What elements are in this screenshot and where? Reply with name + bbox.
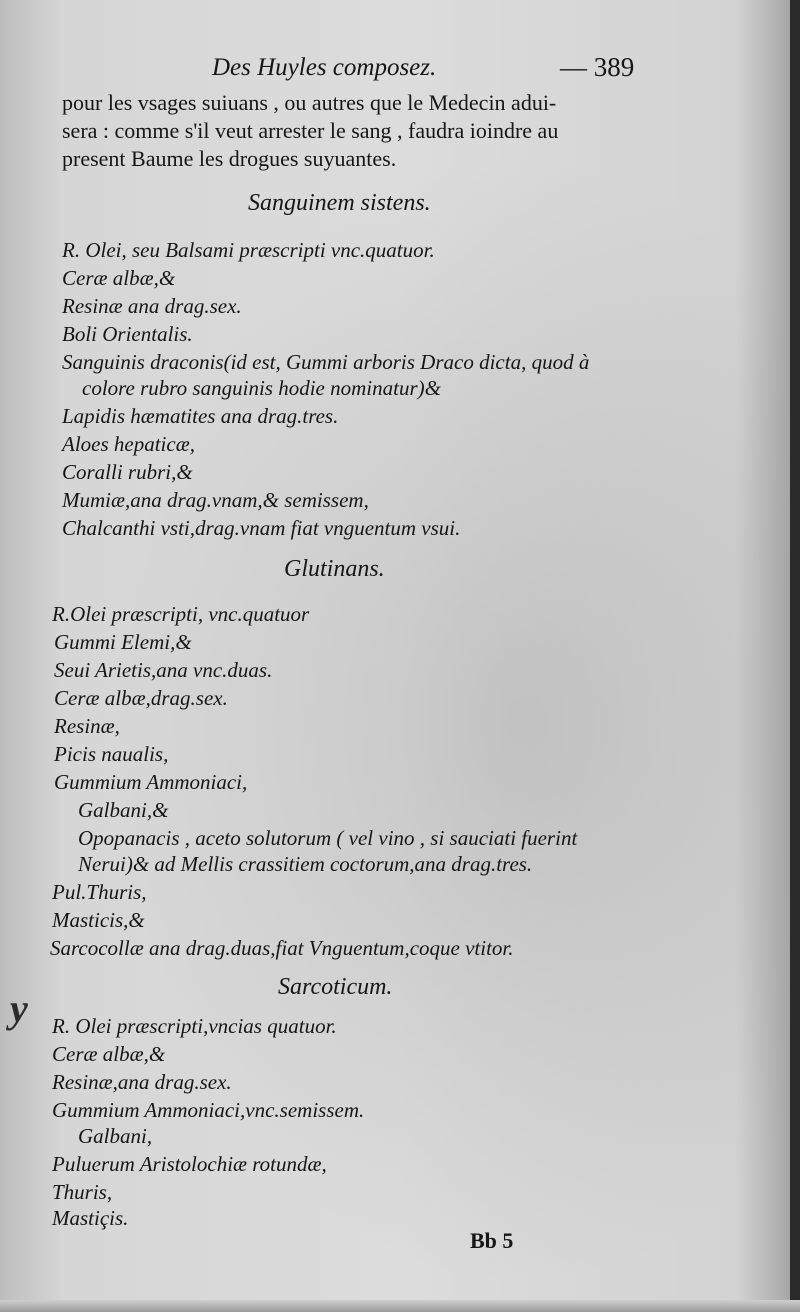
recipe-line: Galbani, [78,1124,153,1148]
intro-line: sera : comme s'il veut arrester le sang , faudra ioindre au [62,118,559,143]
recipe-line: Resinæ, [54,714,120,738]
recipe-line: Mumiæ,ana drag.vnam,& semissem, [62,488,369,512]
recipe-line: Chalcanthi vsti,drag.vnam fiat vnguentum vsui. [62,516,461,540]
intro-line: pour les vsages suiuans , ou autres que le Medecin adui- [62,90,557,115]
recipe-line: Opopanacis , aceto solutorum ( vel vino , si sauciati fuerint [78,826,578,850]
recipe-line: Resinæ ana drag.sex. [62,294,242,318]
recipe-line: Thuris, [52,1180,113,1204]
recipe-line: Galbani,& [78,798,169,822]
recipe-line: colore rubro sanguinis hodie nominatur)& [82,376,441,400]
intro-line: present Baume les drogues suyuantes. [62,146,397,171]
section-heading: Sarcoticum. [278,974,393,1000]
recipe-line: Resinæ,ana drag.sex. [52,1070,232,1094]
section-heading: Sanguinem sistens. [248,190,431,216]
signature-mark: Bb 5 [470,1228,514,1253]
page-edge-shadow [790,0,800,1312]
recipe-line: Ceræ albæ,drag.sex. [54,686,228,710]
page-number: — 389 [560,52,635,82]
recipe-line: Pul.Thuris, [52,880,147,904]
recipe-line: Aloes hepaticæ, [62,432,195,456]
recipe-line: Mastiçis. [52,1206,129,1230]
recipe-line: R. Olei, seu Balsami præscripti vnc.quatuor. [62,238,435,262]
recipe-line: Coralli rubri,& [62,460,193,484]
recipe-line: Sanguinis draconis(id est, Gummi arboris Draco dicta, quod à [62,350,590,374]
ink-mark: y [10,986,28,1031]
page-bottom-edge [0,1300,800,1312]
section-heading: Glutinans. [284,556,385,582]
recipe-line: Picis naualis, [54,742,169,766]
recipe-line: Nerui)& ad Mellis crassitiem coctorum,ana drag.tres. [78,852,533,876]
recipe-line: R. Olei præscripti,vncias quatuor. [52,1014,337,1038]
recipe-line: R.Olei præscripti, vnc.quatuor [52,602,310,626]
recipe-line: Boli Orientalis. [62,322,193,346]
recipe-line: Ceræ albæ,& [62,266,176,290]
recipe-line: Gummi Elemi,& [54,630,192,654]
running-title: Des Huyles composez. [212,54,437,81]
recipe-line: Masticis,& [52,908,145,932]
recipe-line: Gummium Ammoniaci,vnc.semissem. [52,1098,365,1122]
recipe-line: Puluerum Aristolochiæ rotundæ, [52,1152,327,1176]
recipe-line: Seui Arietis,ana vnc.duas. [54,658,273,682]
recipe-line: Lapidis hæmatites ana drag.tres. [62,404,339,428]
recipe-line: Sarcocollæ ana drag.duas,fiat Vnguentum,coque vtitor. [50,936,514,960]
recipe-line: Gummium Ammoniaci, [54,770,248,794]
recipe-line: Ceræ albæ,& [52,1042,166,1066]
